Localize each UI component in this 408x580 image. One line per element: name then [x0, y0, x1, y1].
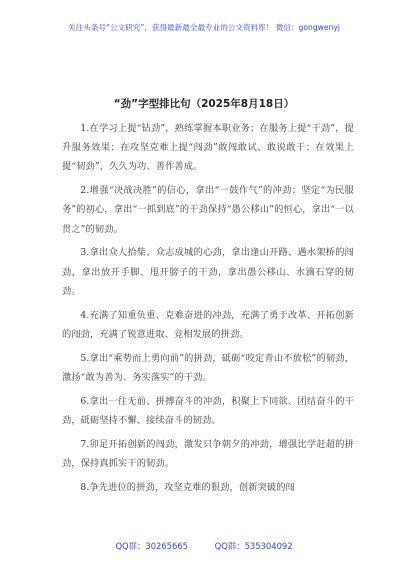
paragraph-3: 3.拿出众人拾柴、众志成城的心劲，拿出逢山开路、遇水架桥的闯劲，拿出放开手脚、甩开膀子的干劲，拿出愚公移山、水滴石穿的韧劲。 [62, 247, 354, 297]
qq-group-1: QQ群：30265665 [115, 541, 188, 551]
paragraph-1: 1.在学习上提“钻劲”，熟练掌握本职业务；在服务上提“干劲”，提升服务效果；在攻坚克难上提“闯劲”敢闯敢试、敢说敢干；在效果上提“韧劲”，久久为功、善作善成。 [62, 123, 354, 173]
paragraph-2: 2.增强“决战决胜”的信心，拿出“一鼓作气”的冲劲；坚定“为民服务”的初心，拿出“一抓到底”的干劲保持“愚公移山”的恒心，拿出“一以贯之”的韧劲。 [62, 185, 354, 235]
paragraph-8: 8.争先进位的拼劲，攻坚克难的狠劲，创新突破的闯 [80, 481, 295, 493]
paragraph-5: 5.拿出“乘势而上勇向前”的拼劲，砥砺“咬定青山不放松”的韧劲，激扬“敢为善为、务实落实”的干劲。 [62, 352, 354, 383]
paragraph-4: 4.充满了知重负重、克难奋进的冲劲，充满了勇于改革、开拓创新的闯劲，充满了锐意进取、竞相发展的拼劲。 [62, 309, 354, 340]
header-banner: 关注头条号“公文研究”，获得最新最全最专业的公文资料库！ 微信：gongwenyj [68, 23, 340, 32]
footer [0, 540, 408, 552]
document-title: “劲”字型排比句（2025年8月18日） [113, 98, 295, 110]
paragraph-7: 7.卯足开拓创新的闯劲，激发只争朝夕的冲劲，增强比学赶超的拼劲，保持真抓实干的韧劲。 [62, 438, 354, 469]
document-body [62, 119, 354, 501]
qq-group-2: QQ群：535304092 [214, 541, 293, 551]
paragraph-6: 6.拿出一往无前、拼搏奋斗的冲劲，积聚上下同欲、团结奋斗的干劲，砥砺坚持不懈、接续奋斗的韧劲。 [62, 395, 354, 426]
